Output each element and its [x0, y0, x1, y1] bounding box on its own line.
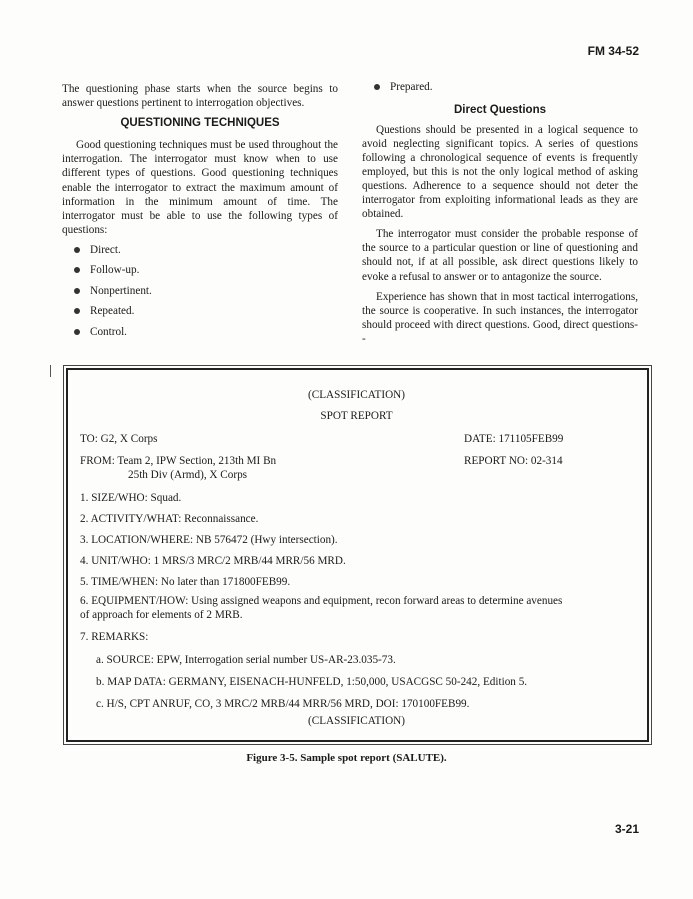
- classification-top: (CLASSIFICATION): [308, 389, 405, 401]
- page-header-code: FM 34-52: [587, 44, 639, 58]
- intro-paragraph: The questioning phase starts when the source begins to answer questions pertinent to interrogation objectives.: [62, 83, 338, 110]
- margin-mark: [50, 365, 51, 377]
- report-item-activity: 2. ACTIVITY/WHAT: Reconnaissance.: [80, 513, 259, 525]
- left-column: [62, 82, 338, 345]
- techniques-paragraph: Good questioning techniques must be used throughout the interrogation. The interrogator must know when to use different types of questions. Good questioning techniques enable the interrogator to extract the maximum amount of information in the minimum amount of time. The interrogator must be able to use the following types of questions:: [62, 139, 338, 236]
- report-item-unit: 4. UNIT/WHO: 1 MRS/3 MRC/2 MRB/44 MRR/56 MRD.: [80, 555, 346, 567]
- report-item-time: 5. TIME/WHEN: No later than 171800FEB99.: [80, 576, 291, 588]
- list-item: Direct.: [74, 243, 338, 264]
- spot-report-box: [66, 368, 649, 742]
- page-number: 3-21: [614, 822, 639, 836]
- report-date: DATE: 171105FEB99: [464, 433, 564, 445]
- list-item: Follow-up.: [74, 263, 338, 284]
- direct-paragraph-1: Questions should be presented in a logical sequence to avoid neglecting significant topics. A series of questions following a chronological sequence of events is frequently employed, but this is not the only logical method of asking questions. Adherence to a sequence should not deter the interrogator from exploiting informational leads as they are obtained.: [362, 123, 638, 221]
- report-title: SPOT REPORT: [320, 410, 393, 422]
- remark-hs: c. H/S, CPT ANRUF, CO, 3 MRC/2 MRB/44 MRR/56 MRD, DOI: 170100FEB99.: [96, 698, 470, 710]
- list-item: Prepared.: [374, 80, 638, 101]
- report-from-line1: FROM: Team 2, IPW Section, 213th MI Bn: [80, 455, 277, 467]
- report-item-equipment-line1: 6. EQUIPMENT/HOW: Using assigned weapons and equipment, recon forward areas to determine avenues: [80, 595, 563, 607]
- remark-map-data: b. MAP DATA: GERMANY, EISENACH-HUNFELD, 1:50,000, USACGSC 50-242, Edition 5.: [96, 676, 528, 688]
- list-item: Nonpertinent.: [74, 284, 338, 305]
- bullet-icon: [74, 288, 80, 294]
- report-item-size: 1. SIZE/WHO: Squad.: [80, 492, 182, 504]
- report-item-equipment-line2: of approach for elements of 2 MRB.: [80, 609, 243, 621]
- report-item-location: 3. LOCATION/WHERE: NB 576472 (Hwy intersection).: [80, 534, 338, 546]
- direct-questions-heading: Direct Questions: [453, 103, 547, 116]
- bullet-icon: [74, 329, 80, 335]
- right-column: [362, 80, 638, 352]
- remark-source: a. SOURCE: EPW, Interrogation serial number US-AR-23.035-73.: [96, 654, 396, 666]
- bullet-icon: [74, 308, 80, 314]
- classification-bottom: (CLASSIFICATION): [308, 715, 405, 727]
- report-item-remarks: 7. REMARKS:: [80, 631, 149, 643]
- list-item: Repeated.: [74, 304, 338, 325]
- list-item: Control.: [74, 325, 338, 346]
- bullet-icon: [374, 84, 380, 90]
- bullet-icon: [74, 267, 80, 273]
- direct-paragraph-3: Experience has shown that in most tactical interrogations, the source is cooperative. In such instances, the interrogator should proceed with direct questions. Good, direct questions--: [362, 290, 638, 345]
- report-to: TO: G2, X Corps: [80, 433, 158, 445]
- report-number: REPORT NO: 02-314: [464, 455, 563, 467]
- questioning-techniques-heading: QUESTIONING TECHNIQUES: [120, 117, 280, 130]
- figure-caption: Figure 3-5. Sample spot report (SALUTE).: [246, 752, 447, 764]
- direct-paragraph-2: The interrogator must consider the probable response of the source to a particular question or line of questioning and should not, if at all possible, ask direct questions likely to evoke a refusal to answer or to antagonize the source.: [362, 228, 638, 283]
- question-type-list: [62, 243, 338, 346]
- bullet-icon: [74, 247, 80, 253]
- prepared-list: [362, 80, 638, 101]
- report-from-line2: 25th Div (Armd), X Corps: [128, 469, 248, 481]
